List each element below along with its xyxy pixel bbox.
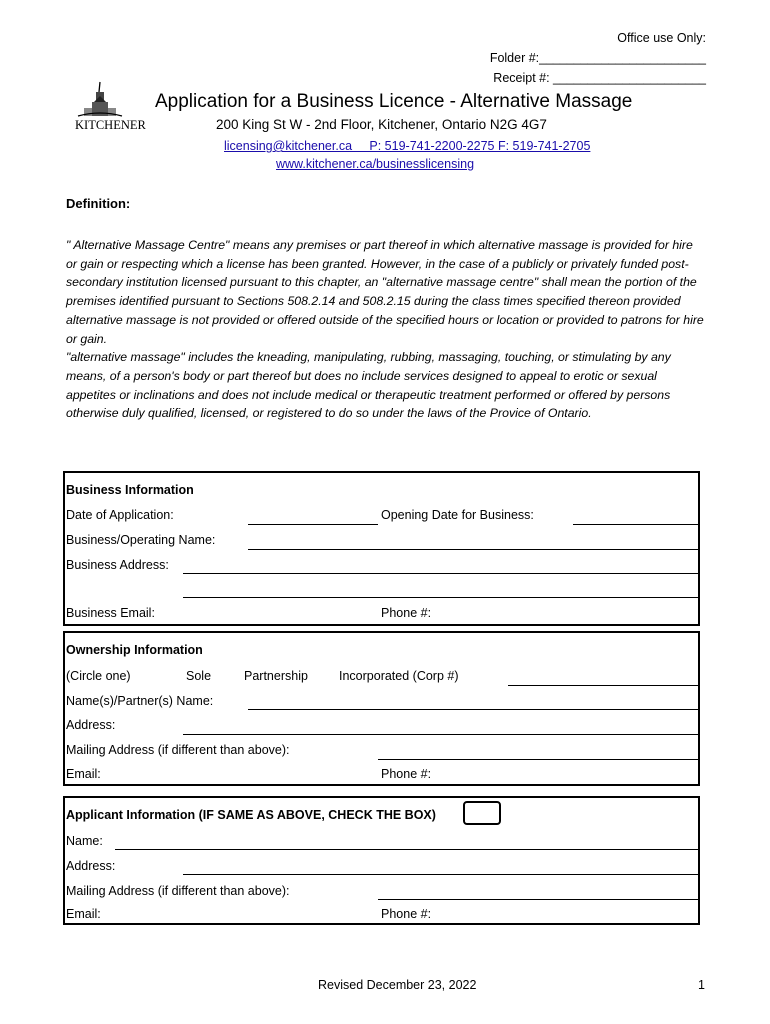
business-email-label: Business Email: [66,606,155,620]
owner-phone-label: Phone #: [381,767,432,781]
business-information-section [63,471,700,626]
business-address-field-2[interactable] [183,597,700,598]
kitchener-logo [72,80,146,136]
applicant-heading: Applicant Information (IF SAME AS ABOVE, CHECK THE BOX) [66,808,436,822]
ownership-information-section [63,631,700,786]
website-link[interactable]: www.kitchener.ca/businesslicensing [276,157,475,171]
operating-name-field[interactable] [248,549,700,550]
receipt-number: Receipt #: ______________________ [493,71,706,85]
opening-date-field[interactable] [573,524,700,525]
folder-number: Folder #:________________________ [489,51,706,65]
business-address-field-1[interactable] [183,573,700,574]
option-partnership[interactable]: Partnership [244,669,308,683]
applicant-name-field[interactable] [115,849,700,850]
partner-names-label: Name(s)/Partner(s) Name: [66,694,214,708]
ownership-heading: Ownership Information [66,643,203,657]
business-address-label: Business Address: [66,558,169,572]
applicant-name-label: Name: [66,834,103,848]
office-use-title: Office use Only: [617,31,706,45]
date-of-application-label: Date of Application: [66,508,174,522]
definition-heading: Definition: [66,196,131,211]
owner-address-field[interactable] [183,734,700,735]
office-address: 200 King St W - 2nd Floor, Kitchener, Ontario N2G 4G7 [216,117,547,132]
option-incorporated[interactable]: Incorporated (Corp #) [339,669,459,683]
applicant-phone-label: Phone #: [381,907,432,921]
operating-name-label: Business/Operating Name: [66,533,216,547]
applicant-address-label: Address: [66,859,116,873]
applicant-mailing-field[interactable] [378,899,700,900]
owner-email-label: Email: [66,767,101,781]
definition-text [66,236,706,423]
office-use-block [490,28,706,88]
contact-link[interactable]: licensing@kitchener.ca P: 519-741-2200-2275 F: 519-741-2705 [224,139,591,153]
revised-date: Revised December 23, 2022 [318,978,477,992]
business-phone-label: Phone #: [381,606,432,620]
partner-names-field[interactable] [248,709,700,710]
applicant-address-field[interactable] [183,874,700,875]
applicant-mailing-label: Mailing Address (if different than above): [66,884,290,898]
applicant-email-label: Email: [66,907,101,921]
date-of-application-field[interactable] [248,524,378,525]
owner-mailing-label: Mailing Address (if different than above): [66,743,290,757]
page-title: Application for a Business Licence - Alternative Massage [155,91,633,112]
corp-number-field[interactable] [508,685,700,686]
business-heading: Business Information [66,483,194,497]
logo-text: KITCHENER [75,118,146,132]
opening-date-label: Opening Date for Business: [381,508,534,522]
same-as-above-checkbox[interactable] [463,801,501,825]
applicant-information-section [63,796,700,925]
owner-address-label: Address: [66,718,116,732]
owner-mailing-field[interactable] [378,759,700,760]
definition-paragraph-centre: " Alternative Massage Centre" means any premises or part thereof in which alternative massage is provided for hire or gain or respecting which a license has been granted. However, in the case of a publicly or privately funded post-secondary institution licensed pursuant to this chapter, an "alternative massage centre" shall mean the portion of the premises identified pursuant to Sections 508.2.14 and 508.2.15 during the class times specified thereon provided alternative massage is not provided or offered outside of the specified hours or location or provided to patrons for hire or gain. [66,238,704,346]
page-number: 1 [698,978,705,992]
circle-one-label: (Circle one) [66,669,131,683]
option-sole[interactable]: Sole [186,669,212,683]
definition-paragraph-massage: "alternative massage" includes the kneading, manipulating, rubbing, massaging, touching, or stimulating by any means, of a person's body or part thereof but does no include services designed to appeal to erotic or sexual appetites or inclinations and does not include medical or therapeutic treatment performed or offered by persons otherwise duly qualified, licensed, or registered to do so under the laws of the Provice of Ontario. [66,350,671,421]
